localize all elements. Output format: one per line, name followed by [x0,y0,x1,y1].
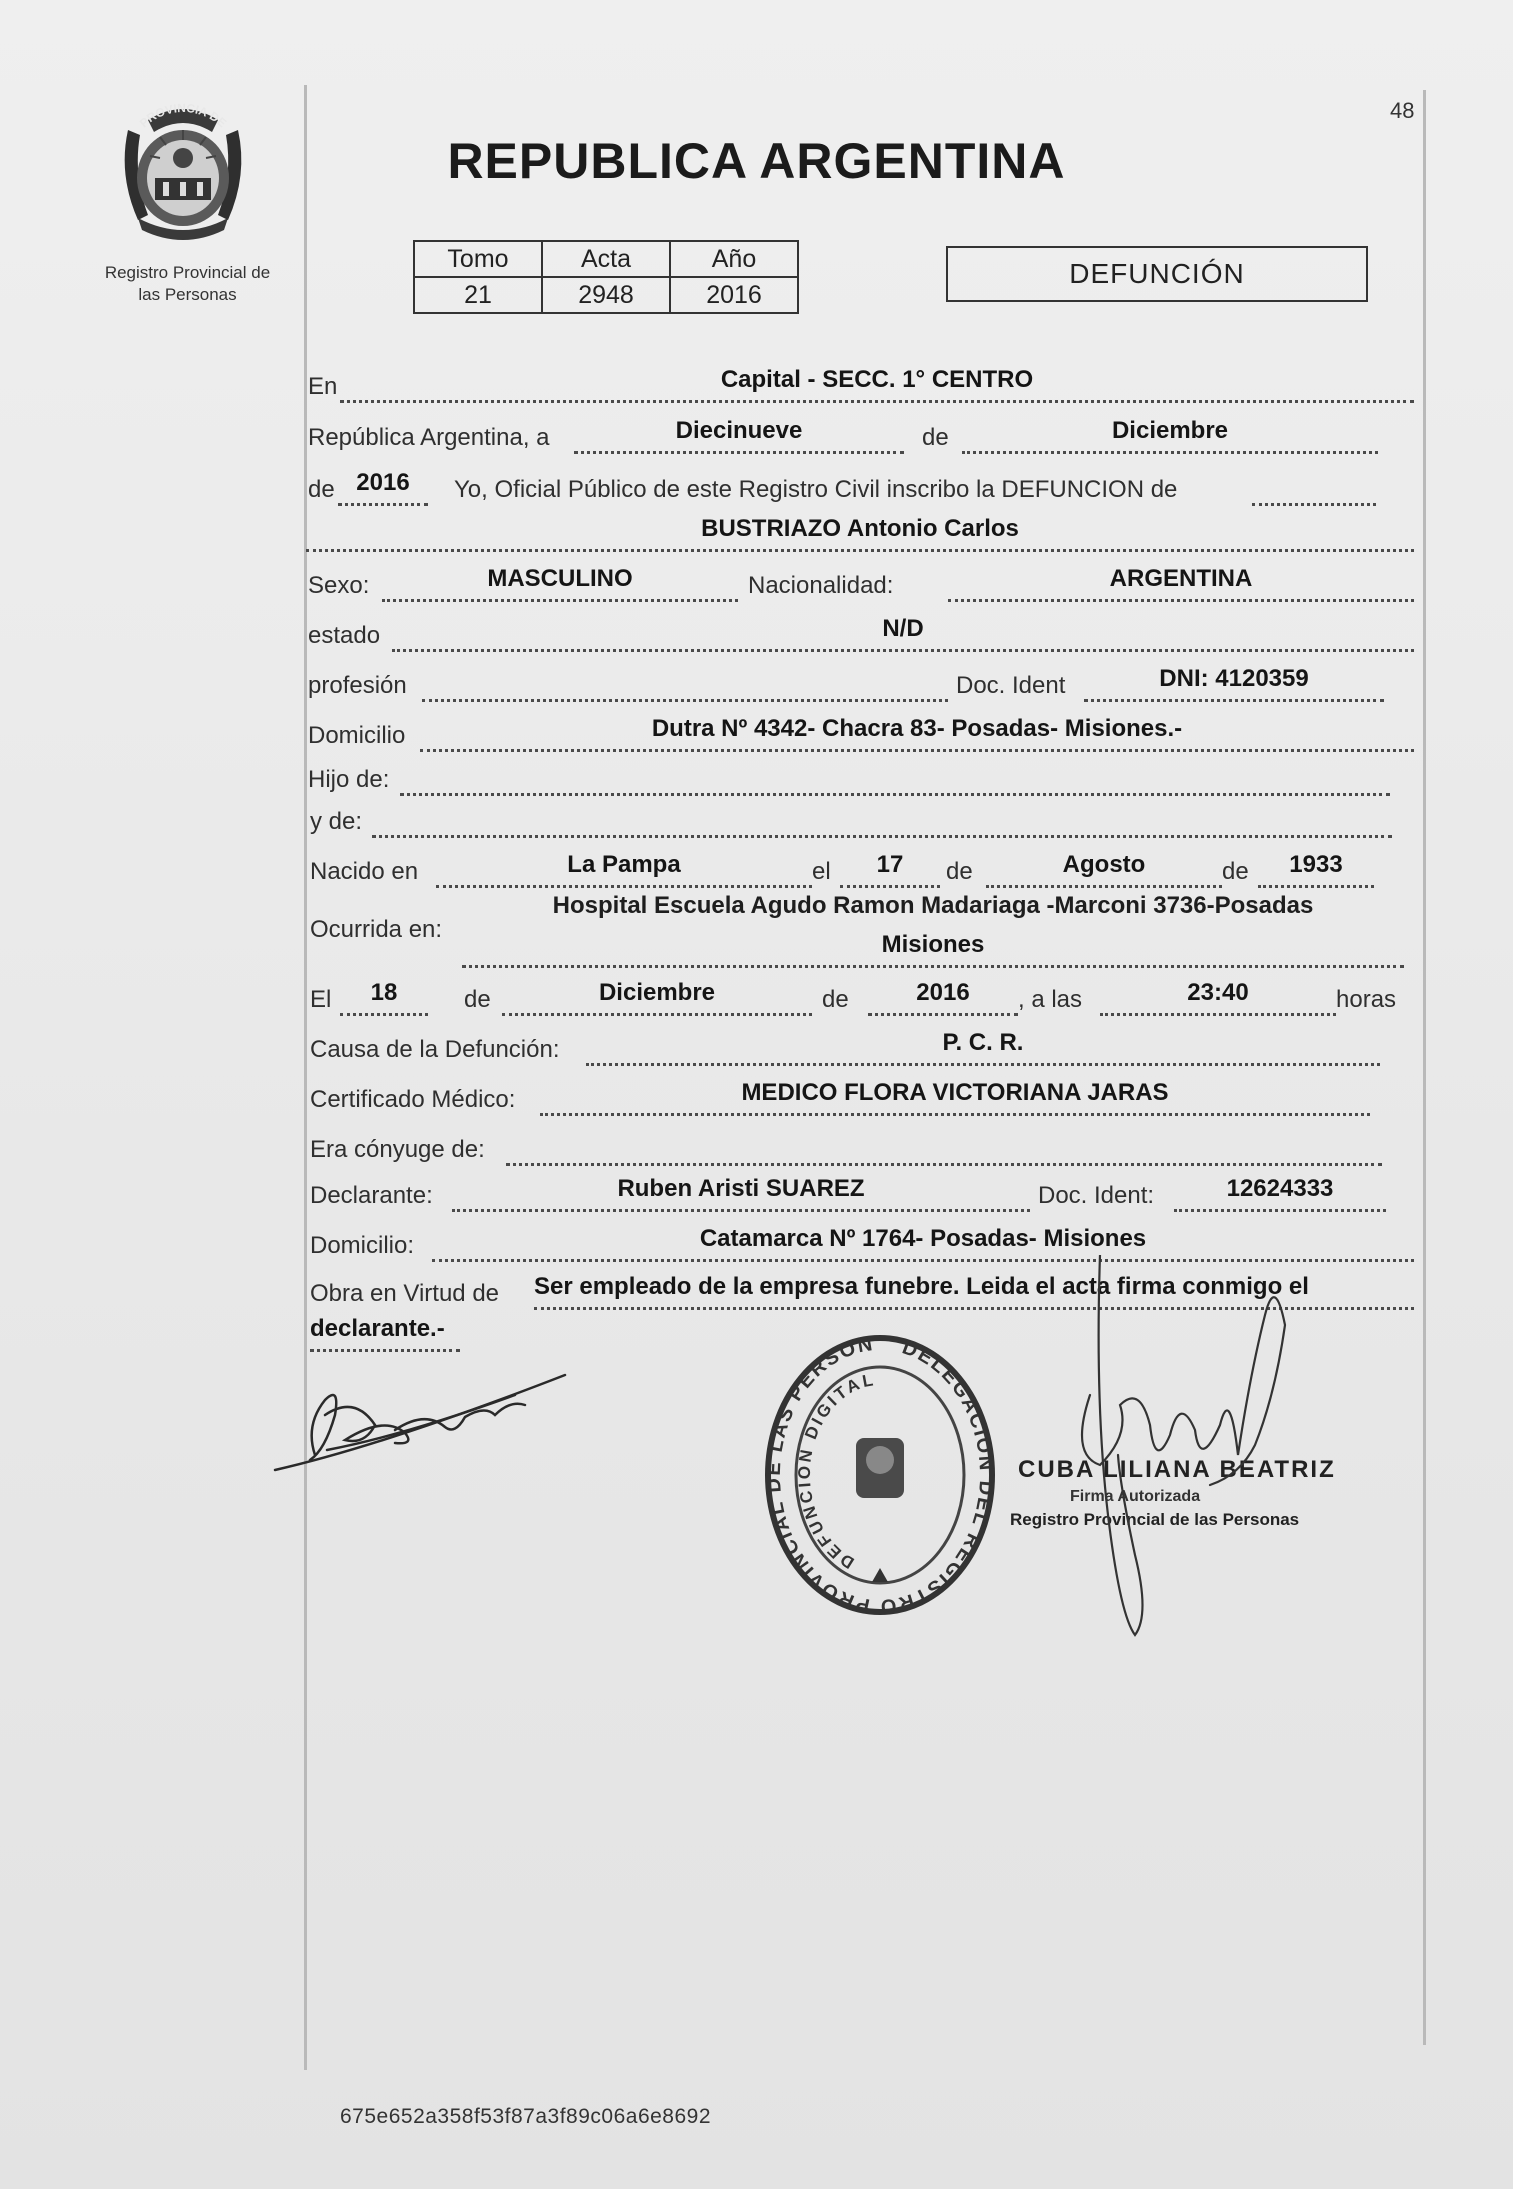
value-death-month: Diciembre [598,979,716,1006]
label-doc: Doc. Ident [956,672,1066,699]
value-birth-year: 1933 [1289,851,1343,878]
official-title: Firma Autorizada [1070,1488,1201,1505]
page-number: 48 [1390,98,1415,123]
label-de-death-year: de [822,986,849,1013]
label-ocurrida: Ocurrida en: [310,916,443,943]
line-declarante [306,1172,1414,1212]
label-en: En [308,373,338,400]
line-estado [306,612,1414,652]
label-nacionalidad: Nacionalidad: [748,572,894,599]
label-domicilio: Domicilio [308,722,406,749]
field-conyuge [506,1127,1382,1166]
field-sexo [382,563,738,602]
line-yde [306,798,1414,838]
line-hijo [306,756,1414,796]
field-death-year [868,977,1018,1016]
label-hijo: Hijo de: [308,766,390,793]
country-title: REPUBLICA ARGENTINA [447,133,1066,189]
right-margin-line [1423,90,1426,2045]
label-horas: horas [1336,986,1397,1013]
field-causa [586,1027,1380,1066]
field-birth-year [1258,849,1374,888]
value-death-time: 23:40 [1187,979,1249,1006]
stamp-ring-text: DELEGACION DEL REGISTRO PROVINCIAL DE LAS PERSON [762,1332,998,1618]
value-ocurrida-line-2: Misiones [881,931,985,958]
label-doc2: Doc. Ident: [1038,1182,1155,1209]
value-certificado: MEDICO FLORA VICTORIANA JARAS [741,1079,1169,1106]
record-type-box: DEFUNCIÓN [946,246,1368,302]
registry-table [413,240,799,314]
table-header-row [414,241,798,277]
value-doc2: 12624333 [1226,1175,1334,1202]
value-en: Capital - SECC. 1° CENTRO [720,366,1034,393]
label-causa: Causa de la Defunción: [310,1036,560,1063]
label-republica: República Argentina, a [308,424,550,451]
label-yde: y de: [310,808,363,835]
field-profesion [422,663,948,702]
field-declarante [452,1173,1030,1212]
label-alas: , a las [1018,986,1083,1013]
official-name: CUBA LILIANA BEATRIZ [1018,1456,1336,1483]
field-death-day [340,977,428,1016]
value-sexo: MASCULINO [487,565,633,592]
label-el-death: El [310,986,332,1013]
line-date [306,414,1414,454]
field-estado [392,613,1414,652]
value-causa: P. C. R. [942,1029,1024,1056]
field-birth-month [986,849,1222,888]
field-name [306,513,1414,552]
line-certificado [306,1076,1414,1116]
value-declarante: Ruben Aristi SUAREZ [617,1175,865,1202]
field-nacido [436,849,812,888]
value-ocurrida-line-1: Hospital Escuela Agudo Ramon Madariaga -Marconi 3736-Posadas [552,892,1314,919]
registry-line-2: las Personas [138,285,237,304]
field-obra-2 [310,1313,460,1352]
line-death-date [306,976,1414,1016]
line-profesion [306,662,1414,702]
field-nacionalidad [948,563,1414,602]
label-declarante: Declarante: [310,1182,433,1209]
value-domicilio2: Catamarca Nº 1764- Posadas- Misiones [699,1225,1147,1252]
label-de-death-month: de [464,986,491,1013]
label-de-birth-month: de [946,858,973,885]
value-name: BUSTRIAZO Antonio Carlos [701,515,1019,542]
value-nacido: La Pampa [567,851,681,878]
svg-text:PROVINCIA DE: PROVINCIA DE [136,100,230,131]
label-de-birth-year: de [1222,858,1249,885]
field-month [962,415,1378,454]
label-de: de [922,424,949,451]
table-row [414,277,798,313]
value-doc: DNI: 4120359 [1159,665,1309,692]
value-day: Diecinueve [675,417,803,444]
line-ocurrida [306,888,1414,968]
declarant-signature-icon [265,1355,585,1495]
field-doc2 [1174,1173,1386,1212]
value-nacionalidad: ARGENTINA [1109,565,1253,592]
official-stamp-icon [760,1320,1000,1620]
value-tomo: 21 [414,277,542,313]
value-domicilio: Dutra Nº 4342- Chacra 83- Posadas- Misiones.- [651,715,1183,742]
label-profesion: profesión [308,672,407,699]
value-estado: N/D [882,615,924,642]
label-certificado: Certificado Médico: [310,1086,516,1113]
label-domicilio2: Domicilio: [310,1232,415,1259]
value-birth-day: 17 [876,851,904,878]
line-year [306,466,1414,506]
field-certificado [540,1077,1370,1116]
header-tomo: Tomo [414,241,542,277]
field-year [338,467,428,506]
field-death-month [502,977,812,1016]
field-day [574,415,904,454]
label-conyuge: Era cónyuge de: [310,1136,485,1163]
line-en [306,363,1414,403]
value-anio: 2016 [670,277,798,313]
line-conyuge [306,1126,1414,1166]
value-obra-2: declarante.- [310,1315,445,1342]
field-death-time [1100,977,1336,1016]
value-death-day: 18 [370,979,398,1006]
value-month: Diciembre [1111,417,1229,444]
line-nacido [306,848,1414,888]
label-el: el [812,858,831,885]
field-hijo [400,757,1390,796]
value-death-year: 2016 [916,979,970,1006]
official-signature-icon [1060,1255,1320,1640]
officer-text: Yo, Oficial Público de este Registro Civil inscribo la DEFUNCION de [454,476,1178,503]
label-sexo: Sexo: [308,572,370,599]
label-estado: estado [308,622,381,649]
field-doc [1084,663,1384,702]
stamp-inner-text: DEFUNCION DIGITAL [794,1369,878,1573]
document-hash: 675e652a358f53f87a3f89c06a6e8692 [340,2105,712,2128]
field-ocurrida [462,929,1404,968]
field-domicilio [420,713,1414,752]
header-anio: Año [670,241,798,277]
registry-name [85,262,290,306]
header-acta: Acta [542,241,670,277]
line-causa [306,1026,1414,1066]
field-yde [372,799,1392,838]
line-sexo [306,562,1414,602]
value-birth-month: Agosto [1062,851,1146,878]
field-en [340,364,1414,403]
line-domicilio [306,712,1414,752]
value-obra: Ser empleado de la empresa funebre. Leida el acta firma conmigo el [534,1273,1309,1300]
field-officer-tail [1252,467,1376,506]
value-year: 2016 [356,469,410,496]
registry-line-1: Registro Provincial de [104,263,271,282]
field-birth-day [840,849,940,888]
official-registry: Registro Provincial de las Personas [1010,1510,1300,1529]
value-acta: 2948 [542,277,670,313]
label-de-year: de [308,476,335,503]
line-name [306,512,1414,552]
label-nacido: Nacido en [310,858,419,885]
label-obra: Obra en Virtud de [310,1280,500,1307]
